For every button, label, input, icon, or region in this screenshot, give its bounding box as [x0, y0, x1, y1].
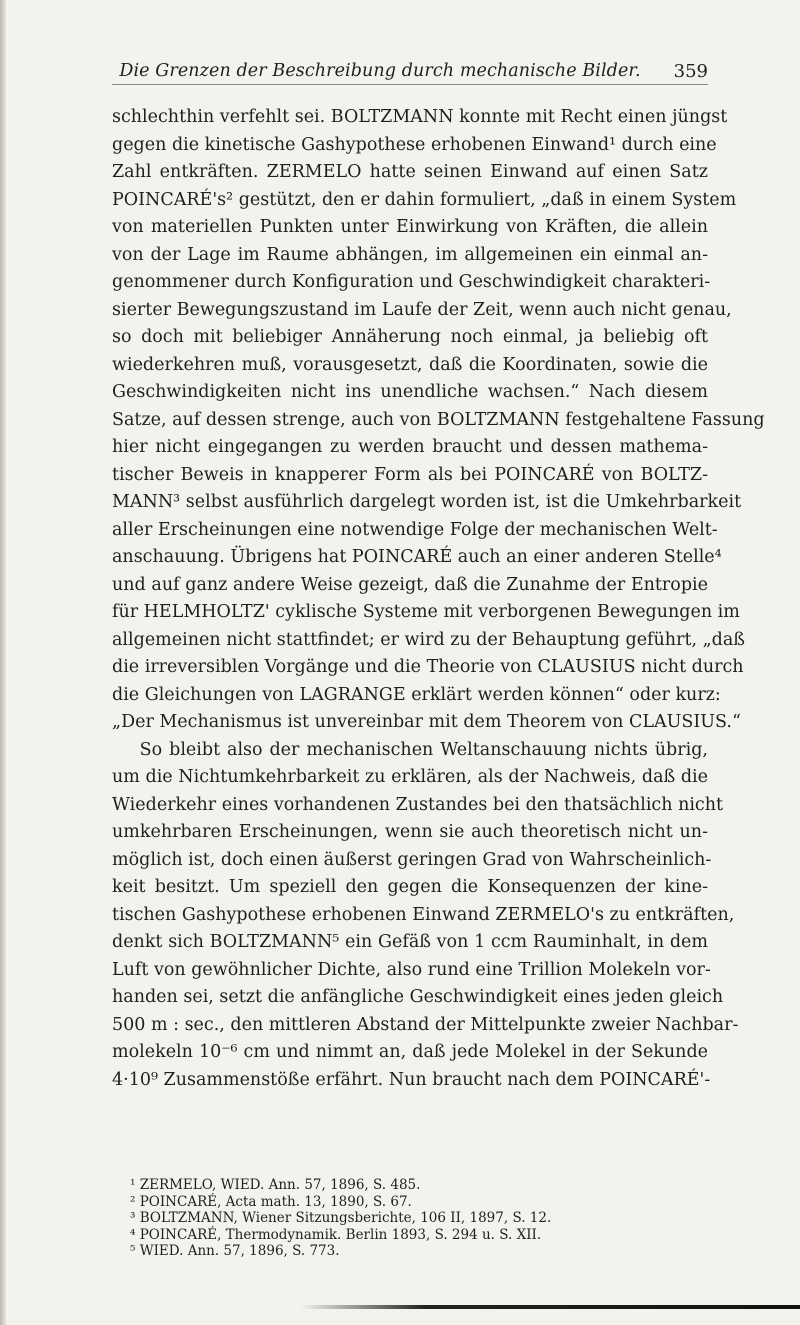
text-line: molekeln 10⁻⁶ cm und nimmt an, daß jede Molekel in der Sekunde — [112, 1042, 708, 1062]
footnote: ⁵ WIED. Ann. 57, 1896, S. 773. — [130, 1243, 340, 1259]
text-line: 4·10⁹ Zusammenstöße erfährt. Nun braucht nach dem POINCARÉ'- — [112, 1069, 711, 1090]
page-binding-edge — [0, 0, 6, 1325]
footnote: ⁴ POINCARÉ, Thermodynamik. Berlin 1893, S. 294 u. S. XII. — [130, 1226, 542, 1243]
body-text — [112, 104, 765, 1094]
text-line: „Der Mechanismus ist unvereinbar mit dem Theorem von CLAUSIUS.“ — [112, 712, 741, 732]
text-line: MANN³ selbst ausführlich dargelegt worden ist, ist die Umkehrbarkeit — [112, 492, 742, 512]
running-title: Die Grenzen der Beschreibung durch mechanische Bilder. — [119, 61, 641, 81]
text-line: so doch mit beliebiger Annäherung noch einmal, ja beliebig oft — [112, 327, 708, 347]
text-line: um die Nichtumkehrbarkeit zu erklären, als der Nachweis, daß die — [112, 767, 708, 787]
text-line: die irreversiblen Vorgänge und die Theorie von CLAUSIUS nicht durch — [112, 657, 744, 677]
text-line: aller Erscheinungen eine notwendige Folge der mechanischen Welt- — [112, 519, 718, 540]
text-line: wiederkehren muß, vorausgesetzt, daß die Koordinaten, sowie die — [112, 354, 708, 375]
text-line: die Gleichungen von LAGRANGE erklärt werden können“ oder kurz: — [112, 684, 721, 705]
text-line: So bleibt also der mechanischen Weltanschauung nichts übrig, — [112, 739, 708, 760]
text-line: allgemeinen nicht stattfindet; er wird zu der Behauptung geführt, „daß — [112, 629, 745, 650]
footnote: ² POINCARÉ, Acta math. 13, 1890, S. 67. — [130, 1193, 412, 1210]
text-line: schlechthin verfehlt sei. BOLTZMANN konnte mit Recht einen jüngst — [112, 107, 728, 127]
text-line: handen sei, setzt die anfängliche Geschwindigkeit eines jeden gleich — [112, 987, 724, 1007]
text-line: anschauung. Übrigens hat POINCARÉ auch an einer anderen Stelle⁴ — [112, 547, 722, 567]
text-line: POINCARÉ's² gestützt, den er dahin formuliert, „daß in einem System — [112, 189, 737, 210]
text-line: gegen die kinetische Gashypothese erhobenen Einwand¹ durch eine — [112, 134, 717, 155]
text-line: denkt sich BOLTZMANN⁵ ein Gefäß von 1 ccm Rauminhalt, in dem — [112, 932, 708, 952]
footnote: ¹ ZERMELO, WIED. Ann. 57, 1896, S. 485. — [130, 1177, 421, 1193]
text-line: umkehrbaren Erscheinungen, wenn sie auch theoretisch nicht un- — [112, 822, 708, 842]
text-line: tischer Beweis in knapperer Form als bei POINCARÉ von BOLTZ- — [112, 464, 708, 485]
text-line: 500 m : sec., den mittleren Abstand der Mittelpunkte zweier Nachbar- — [112, 1014, 739, 1035]
text-line: hier nicht eingegangen zu werden braucht und dessen mathema- — [112, 437, 708, 457]
text-line: Geschwindigkeiten nicht ins unendliche wachsen.“ Nach diesem — [112, 382, 708, 402]
text-line: Wiederkehr eines vorhandenen Zustandes bei den thatsächlich nicht — [112, 794, 724, 815]
text-line: und auf ganz andere Weise gezeigt, daß die Zunahme der Entropie — [112, 574, 708, 595]
text-line: für HELMHOLTZ' cyklische Systeme mit verborgenen Bewegungen im — [112, 602, 740, 622]
page-number: 359 — [673, 61, 708, 82]
text-line: möglich ist, doch einen äußerst geringen Grad von Wahrscheinlich- — [112, 849, 712, 870]
text-line: genommener durch Konfiguration und Geschwindigkeit charakteri- — [112, 272, 711, 292]
footnotes — [130, 1177, 690, 1260]
text-line: von der Lage im Raume abhängen, im allgemeinen ein einmal an- — [112, 244, 708, 265]
text-line: Luft von gewöhnlicher Dichte, also rund eine Trillion Molekeln vor- — [112, 959, 711, 980]
text-line: tischen Gashypothese erhobenen Einwand ZERMELO's zu entkräften, — [112, 904, 735, 925]
text-line: Satze, auf dessen strenge, auch von BOLTZMANN festgehaltene Fassung — [112, 409, 765, 430]
page-header — [112, 58, 708, 85]
footnote: ³ BOLTZMANN, Wiener Sitzungsberichte, 106 II, 1897, S. 12. — [130, 1210, 552, 1226]
text-line: keit besitzt. Um speziell den gegen die Konsequenzen der kine- — [112, 877, 708, 897]
text-line: von materiellen Punkten unter Einwirkung von Kräften, die allein — [112, 217, 708, 237]
text-line: Zahl entkräften. ZERMELO hatte seinen Einwand auf einen Satz — [112, 162, 708, 182]
scan-bottom-bar — [300, 1305, 800, 1309]
text-line: sierter Bewegungszustand im Laufe der Zeit, wenn auch nicht genau, — [112, 299, 732, 320]
